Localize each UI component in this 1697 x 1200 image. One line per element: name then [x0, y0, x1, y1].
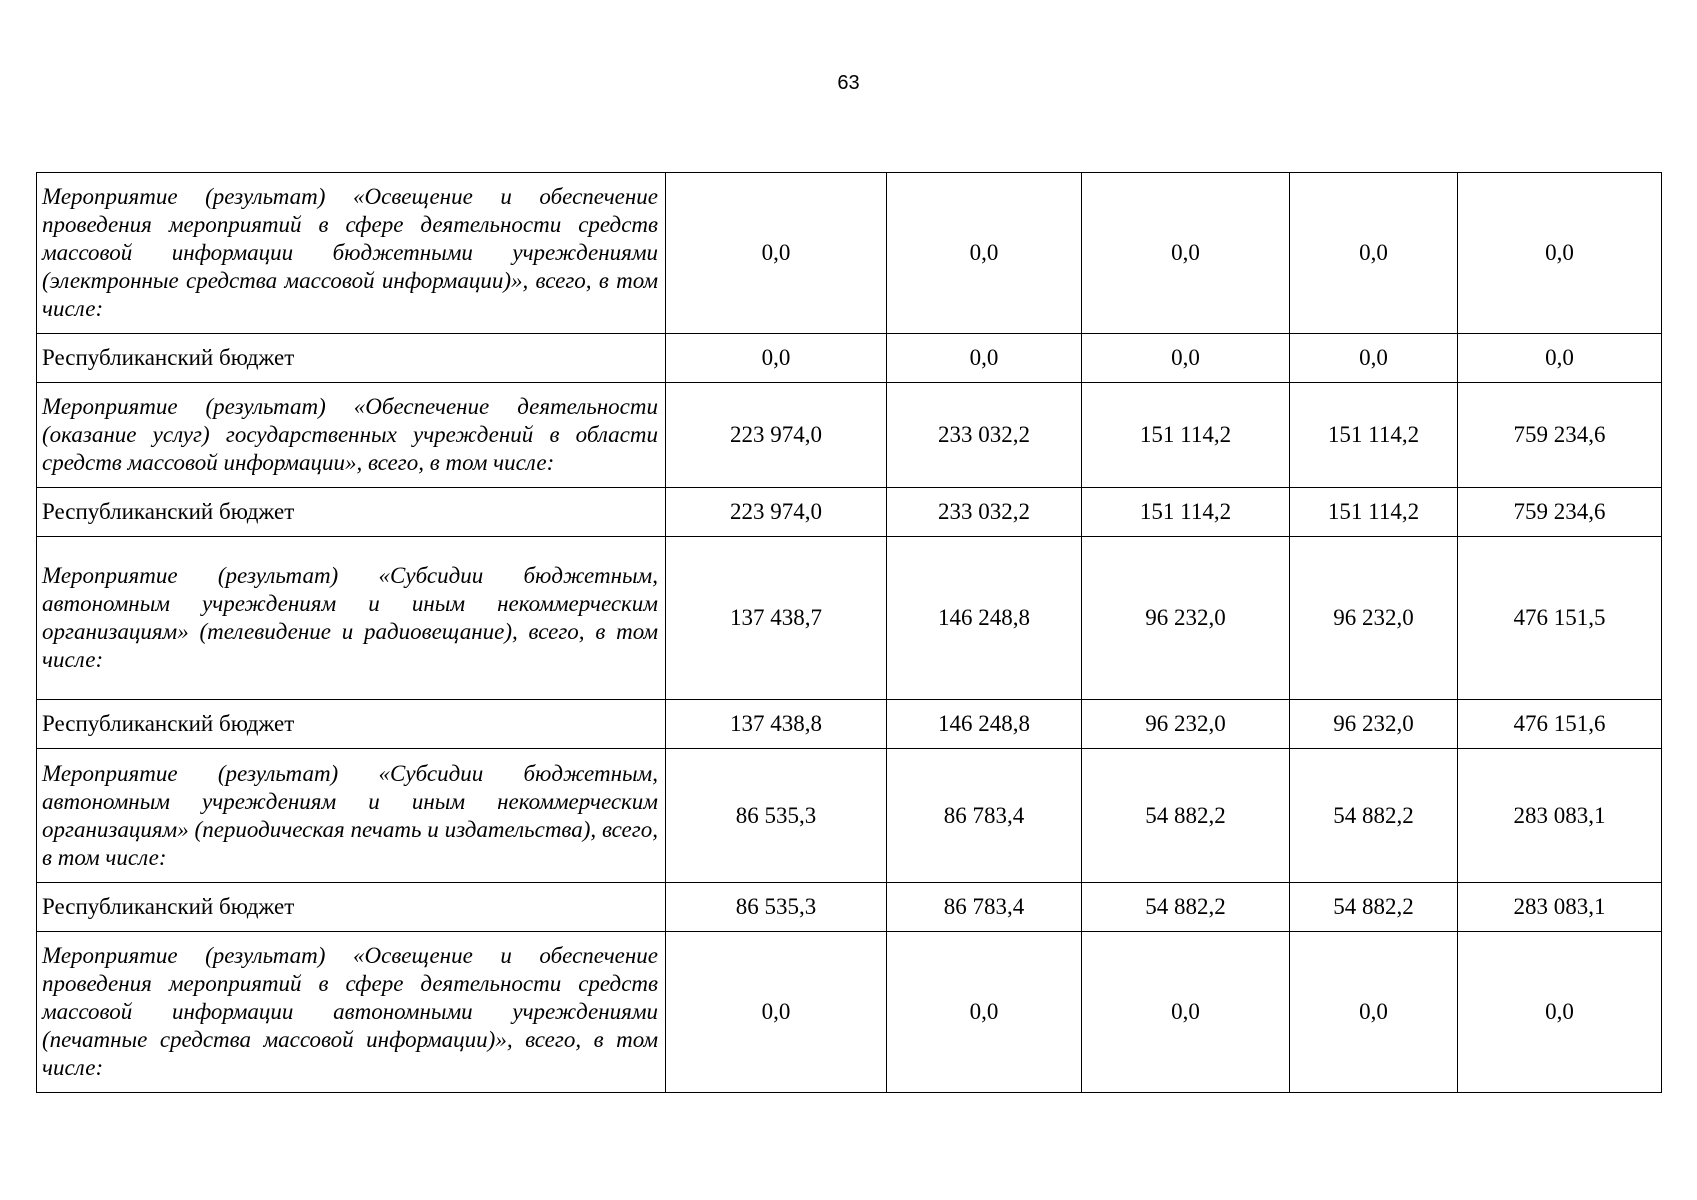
table-row-activity: [37, 383, 1662, 488]
table-row-budget-source: [37, 883, 1662, 932]
total-cell: 476 151,5: [1458, 537, 1662, 700]
budget-source-label: Республиканский бюджет: [37, 883, 666, 932]
value-cell: 96 232,0: [1082, 537, 1290, 700]
table-row-activity: [37, 173, 1662, 334]
activity-label: Мероприятие (результат) «Субсидии бюджетным, автономным учреждениям и иным некоммерческим организациям» (телевидение и радиовещание), всего, в том числе:: [37, 537, 666, 700]
value-cell: 54 882,2: [1290, 749, 1458, 883]
value-cell: 146 248,8: [887, 537, 1082, 700]
total-cell: 0,0: [1458, 334, 1662, 383]
budget-table: [36, 172, 1662, 1093]
value-cell: 151 114,2: [1290, 488, 1458, 537]
value-cell: 54 882,2: [1082, 883, 1290, 932]
budget-source-label: Республиканский бюджет: [37, 700, 666, 749]
value-cell: 86 535,3: [666, 883, 887, 932]
total-cell: 0,0: [1458, 932, 1662, 1093]
budget-source-label: Республиканский бюджет: [37, 334, 666, 383]
value-cell: 86 535,3: [666, 749, 887, 883]
value-cell: 151 114,2: [1290, 383, 1458, 488]
value-cell: 137 438,8: [666, 700, 887, 749]
value-cell: 0,0: [887, 932, 1082, 1093]
value-cell: 0,0: [666, 334, 887, 383]
total-cell: 759 234,6: [1458, 488, 1662, 537]
value-cell: 96 232,0: [1082, 700, 1290, 749]
value-cell: 54 882,2: [1082, 749, 1290, 883]
value-cell: 151 114,2: [1082, 488, 1290, 537]
value-cell: 0,0: [887, 334, 1082, 383]
value-cell: 96 232,0: [1290, 537, 1458, 700]
value-cell: 86 783,4: [887, 883, 1082, 932]
table-row-activity: [37, 749, 1662, 883]
total-cell: 759 234,6: [1458, 383, 1662, 488]
value-cell: 0,0: [1082, 932, 1290, 1093]
value-cell: 233 032,2: [887, 488, 1082, 537]
value-cell: 96 232,0: [1290, 700, 1458, 749]
page-number: 63: [837, 72, 860, 94]
activity-label: Мероприятие (результат) «Обеспечение деятельности (оказание услуг) государственных учреждений в области средств массовой информации», всего, в том числе:: [37, 383, 666, 488]
table-row-budget-source: [37, 488, 1662, 537]
value-cell: 0,0: [1290, 173, 1458, 334]
table-row-activity: [37, 537, 1662, 700]
table-row-budget-source: [37, 334, 1662, 383]
value-cell: 0,0: [1082, 334, 1290, 383]
value-cell: 233 032,2: [887, 383, 1082, 488]
total-cell: 283 083,1: [1458, 883, 1662, 932]
value-cell: 223 974,0: [666, 383, 887, 488]
table-row-budget-source: [37, 700, 1662, 749]
total-cell: 283 083,1: [1458, 749, 1662, 883]
value-cell: 86 783,4: [887, 749, 1082, 883]
total-cell: 476 151,6: [1458, 700, 1662, 749]
activity-label: Мероприятие (результат) «Освещение и обеспечение проведения мероприятий в сфере деятельности средств массовой информации бюджетными учреждениями (электронные средства массовой информации)», всего, в том числе:: [37, 173, 666, 334]
value-cell: 54 882,2: [1290, 883, 1458, 932]
value-cell: 0,0: [1290, 932, 1458, 1093]
activity-label: Мероприятие (результат) «Субсидии бюджетным, автономным учреждениям и иным некоммерческим организациям» (периодическая печать и издательства), всего, в том числе:: [37, 749, 666, 883]
value-cell: 223 974,0: [666, 488, 887, 537]
value-cell: 0,0: [887, 173, 1082, 334]
value-cell: 0,0: [666, 173, 887, 334]
value-cell: 0,0: [1082, 173, 1290, 334]
table-row-activity: [37, 932, 1662, 1093]
value-cell: 151 114,2: [1082, 383, 1290, 488]
value-cell: 0,0: [666, 932, 887, 1093]
value-cell: 0,0: [1290, 334, 1458, 383]
total-cell: 0,0: [1458, 173, 1662, 334]
value-cell: 137 438,7: [666, 537, 887, 700]
budget-source-label: Республиканский бюджет: [37, 488, 666, 537]
value-cell: 146 248,8: [887, 700, 1082, 749]
activity-label: Мероприятие (результат) «Освещение и обеспечение проведения мероприятий в сфере деятельности средств массовой информации автономными учреждениями (печатные средства массовой информации)», всего, в том числе:: [37, 932, 666, 1093]
